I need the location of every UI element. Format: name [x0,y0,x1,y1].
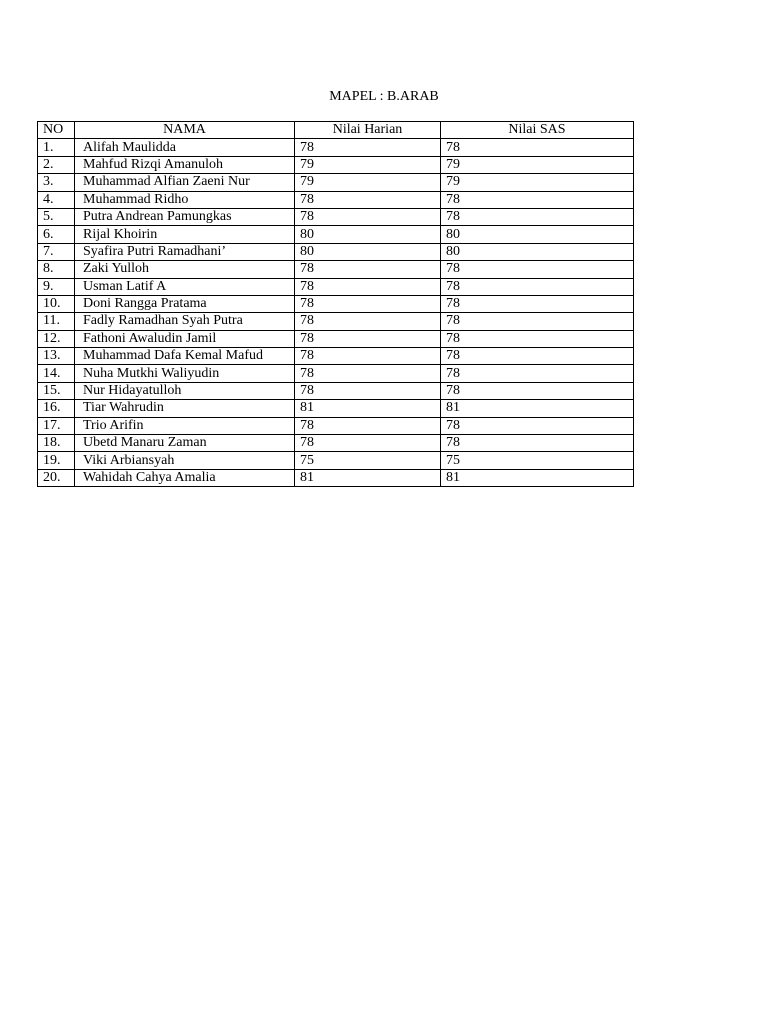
table-row [38,435,634,452]
daily-score: 78 [295,330,441,347]
daily-score: 78 [295,348,441,365]
student-name: Zaki Yulloh [75,261,295,278]
row-number: 20. [38,469,75,486]
sas-score: 79 [441,156,634,173]
sas-score: 78 [441,417,634,434]
daily-score: 81 [295,469,441,486]
sas-score: 81 [441,400,634,417]
student-name: Usman Latif A [75,278,295,295]
sas-score: 78 [441,191,634,208]
sas-score: 78 [441,365,634,382]
student-name: Muhammad Dafa Kemal Mafud [75,348,295,365]
student-name: Ubetd Manaru Zaman [75,435,295,452]
daily-score: 81 [295,400,441,417]
daily-score: 78 [295,208,441,225]
student-name: Doni Rangga Pratama [75,295,295,312]
table-row [38,261,634,278]
student-name: Fadly Ramadhan Syah Putra [75,313,295,330]
table-row [38,295,634,312]
row-number: 9. [38,278,75,295]
sas-score: 81 [441,469,634,486]
daily-score: 75 [295,452,441,469]
row-number: 12. [38,330,75,347]
student-name: Tiar Wahrudin [75,400,295,417]
daily-score: 78 [295,417,441,434]
sas-score: 79 [441,174,634,191]
table-row [38,382,634,399]
student-name: Nur Hidayatulloh [75,382,295,399]
table-row [38,174,634,191]
row-number: 5. [38,208,75,225]
table-row [38,452,634,469]
table-row [38,191,634,208]
sas-score: 78 [441,435,634,452]
header-name: NAMA [75,122,295,139]
row-number: 4. [38,191,75,208]
table-row [38,313,634,330]
student-name: Viki Arbiansyah [75,452,295,469]
row-number: 11. [38,313,75,330]
sas-score: 80 [441,226,634,243]
page-title: MAPEL : B.ARAB [329,89,439,104]
sas-score: 78 [441,295,634,312]
row-number: 1. [38,139,75,156]
row-number: 3. [38,174,75,191]
sas-score: 78 [441,313,634,330]
table-row [38,469,634,486]
daily-score: 78 [295,191,441,208]
sas-score: 78 [441,382,634,399]
header-daily-score: Nilai Harian [295,122,441,139]
daily-score: 78 [295,313,441,330]
daily-score: 78 [295,295,441,312]
student-name: Syafira Putri Ramadhani’ [75,243,295,260]
table-row [38,330,634,347]
row-number: 19. [38,452,75,469]
daily-score: 78 [295,139,441,156]
table-row [38,278,634,295]
table-row [38,243,634,260]
row-number: 18. [38,435,75,452]
score-table [37,121,634,487]
student-name: Muhammad Alfian Zaeni Nur [75,174,295,191]
row-number: 8. [38,261,75,278]
daily-score: 78 [295,278,441,295]
daily-score: 79 [295,156,441,173]
sas-score: 78 [441,348,634,365]
sas-score: 78 [441,278,634,295]
row-number: 17. [38,417,75,434]
row-number: 15. [38,382,75,399]
row-number: 10. [38,295,75,312]
daily-score: 80 [295,243,441,260]
sas-score: 80 [441,243,634,260]
row-number: 6. [38,226,75,243]
table-row [38,348,634,365]
table-row [38,226,634,243]
table-row [38,417,634,434]
student-name: Wahidah Cahya Amalia [75,469,295,486]
table-row [38,208,634,225]
student-name: Fathoni Awaludin Jamil [75,330,295,347]
student-name: Muhammad Ridho [75,191,295,208]
table-row [38,139,634,156]
row-number: 2. [38,156,75,173]
daily-score: 78 [295,382,441,399]
student-name: Nuha Mutkhi Waliyudin [75,365,295,382]
table-header-row [38,122,634,139]
table-row [38,365,634,382]
student-name: Mahfud Rizqi Amanuloh [75,156,295,173]
row-number: 14. [38,365,75,382]
student-name: Trio Arifin [75,417,295,434]
header-sas-score: Nilai SAS [441,122,634,139]
row-number: 13. [38,348,75,365]
sas-score: 78 [441,330,634,347]
daily-score: 78 [295,435,441,452]
daily-score: 80 [295,226,441,243]
daily-score: 78 [295,261,441,278]
table-row [38,156,634,173]
student-name: Putra Andrean Pamungkas [75,208,295,225]
sas-score: 78 [441,139,634,156]
daily-score: 79 [295,174,441,191]
row-number: 7. [38,243,75,260]
student-name: Rijal Khoirin [75,226,295,243]
daily-score: 78 [295,365,441,382]
sas-score: 78 [441,208,634,225]
sas-score: 78 [441,261,634,278]
row-number: 16. [38,400,75,417]
sas-score: 75 [441,452,634,469]
header-no: NO [38,122,75,139]
table-row [38,400,634,417]
student-name: Alifah Maulidda [75,139,295,156]
